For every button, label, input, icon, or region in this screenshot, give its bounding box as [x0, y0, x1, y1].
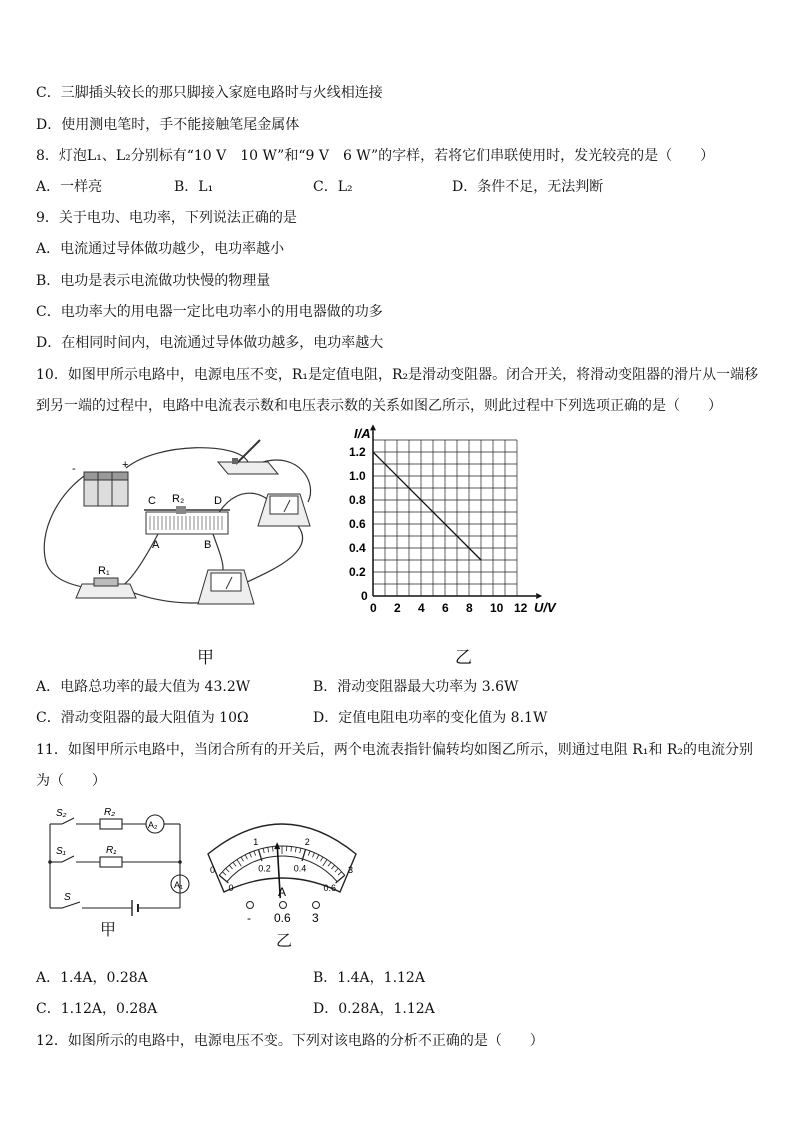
- dial-inner-tick-label: 0.4: [293, 863, 307, 874]
- q8-option-c: C．L₂: [313, 179, 353, 195]
- resistor-r1-label: R₁: [106, 845, 117, 856]
- x-axis-arrow: [536, 593, 542, 599]
- rheostat-label-b: B: [204, 539, 212, 551]
- q10-option-a: A．电路总功率的最大值为 43.2W: [36, 679, 251, 695]
- q11-option-c: C．1.12A，0.28A: [36, 1001, 158, 1017]
- x-tick-label: 0: [370, 601, 377, 615]
- q11-circuit-figure: [40, 806, 200, 916]
- q10-stem-line2: 到另一端的过程中，电路中电流表示数和电压表示数的关系如图乙所示，则此过程中下列选项正确的是（ ）: [36, 398, 722, 414]
- q12-stem: 12．如图所示的电路中，电源电压不变。下列对该电路的分析不正确的是（ ）: [36, 1033, 544, 1049]
- q10-caption-yi: 乙: [455, 648, 472, 668]
- y-tick-label: 0.4: [349, 541, 366, 555]
- q8-option-b: B．L₁: [174, 179, 214, 195]
- x-tick-label: 6: [442, 601, 449, 615]
- iu-line: [373, 452, 481, 560]
- q10-circuit-figure: [38, 432, 338, 617]
- y-tick-label: 1.2: [349, 445, 366, 459]
- dial-inner-tick-label: 0: [228, 883, 234, 894]
- q9-option-d: D．在相同时间内，电流通过导体做功越多，电功率越大: [36, 335, 384, 351]
- q11-caption-yi: 乙: [276, 931, 293, 950]
- q10-option-b: B．滑动变阻器最大功率为 3.6W: [313, 679, 519, 695]
- q10-option-c: C．滑动变阻器的最大阻值为 10Ω: [36, 710, 249, 726]
- switch-s2-label: S₂: [56, 808, 67, 819]
- terminal-3-label: 3: [312, 911, 319, 925]
- q8-option-a: A．一样亮: [36, 179, 103, 195]
- resistor-r2-label: R₂: [104, 807, 116, 818]
- dial-outer-tick-label: 3: [347, 865, 353, 876]
- q9-option-b: B．电功是表示电流做功快慢的物理量: [36, 273, 271, 289]
- battery-icon: [84, 472, 128, 506]
- q8-stem: 8．灯泡L₁、L₂分别标有“10 V 10 W”和“9 V 6 W”的字样，若将它们串联使用时，发光较亮的是（ ）: [36, 148, 715, 164]
- ammeter-a2-label: A₂: [148, 820, 158, 830]
- switch-icon: [218, 440, 278, 474]
- rheostat-icon: [144, 506, 230, 534]
- switch-s1-label: S₁: [56, 846, 66, 857]
- dial-inner-tick-label: 0.2: [258, 863, 271, 874]
- terminal-negative-label: -: [247, 911, 251, 925]
- y-tick-label: 1.0: [349, 469, 366, 483]
- dial-outer-tick-label: 0: [210, 865, 216, 876]
- ammeter-a1-label: A₁: [174, 880, 184, 890]
- q10-caption-jia: 甲: [197, 648, 214, 668]
- q10-stem-line1: 10．如图甲所示电路中，电源电压不变，R₁是定值电阻，R₂是滑动变阻器。闭合开关，将滑动变阻器的滑片从一端移: [36, 367, 759, 383]
- dial-outer-tick-label: 1: [253, 836, 259, 847]
- q11-ammeter-dial: [200, 808, 365, 938]
- chart-y-axis-label: I/A: [354, 426, 371, 441]
- x-tick-label: 10: [490, 601, 504, 615]
- x-tick-label: 4: [418, 601, 425, 615]
- x-tick-label: 2: [394, 601, 401, 615]
- q11-stem-line2: 为（ ）: [36, 773, 106, 789]
- y-tick-label: 0.2: [349, 565, 366, 579]
- x-tick-label: 8: [466, 601, 473, 615]
- chart-x-axis-label: U/V: [534, 600, 556, 615]
- q11-stem-line1: 11．如图甲所示电路中，当闭合所有的开关后，两个电流表指针偏转均如图乙所示，则通过电阻 R₁和 R₂的电流分别: [36, 742, 754, 758]
- y-axis-arrow: [370, 424, 376, 430]
- q11-option-b: B．1.4A，1.12A: [313, 970, 425, 986]
- dial-inner-tick-label: 0.6: [323, 883, 337, 894]
- q11-option-a: A．1.4A，0.28A: [36, 970, 148, 986]
- q10-iu-graph: [340, 424, 560, 624]
- q11-caption-jia: 甲: [100, 920, 117, 939]
- q11-option-d: D．0.28A，1.12A: [313, 1001, 435, 1017]
- rheostat-label-a: A: [152, 539, 160, 551]
- q7-option-d: D．使用测电笔时，手不能接触笔尾金属体: [36, 117, 300, 133]
- q9-option-a: A．电流通过导体做功越少，电功率越小: [36, 241, 285, 257]
- battery-plus-label: +: [122, 459, 129, 471]
- dial-unit-label: A: [278, 885, 287, 899]
- rheostat-label-d: D: [214, 495, 222, 507]
- rheostat-label-c: C: [148, 495, 156, 507]
- terminal-0.6-label: 0.6: [274, 911, 291, 925]
- switch-s-label: S: [64, 892, 71, 903]
- rheostat-label-r2: R₂: [172, 493, 185, 505]
- q9-stem: 9．关于电功、电功率，下列说法正确的是: [36, 210, 297, 226]
- q9-option-c: C．电功率大的用电器一定比电功率小的用电器做的功多: [36, 304, 383, 320]
- q10-option-d: D．定值电阻电功率的变化值为 8.1W: [313, 710, 548, 726]
- q7-option-c: C．三脚插头较长的那只脚接入家庭电路时与火线相连接: [36, 85, 383, 101]
- dial-outer-tick-label: 2: [304, 836, 310, 847]
- y-tick-label: 0: [361, 589, 368, 603]
- q8-option-d: D．条件不足，无法判断: [452, 179, 604, 195]
- y-tick-label: 0.6: [349, 517, 366, 531]
- x-tick-label: 12: [514, 601, 528, 615]
- resistor-r1-label: R₁: [98, 565, 110, 577]
- ammeter-icon: [198, 570, 254, 604]
- battery-minus-label: -: [72, 463, 76, 475]
- y-tick-label: 0.8: [349, 493, 366, 507]
